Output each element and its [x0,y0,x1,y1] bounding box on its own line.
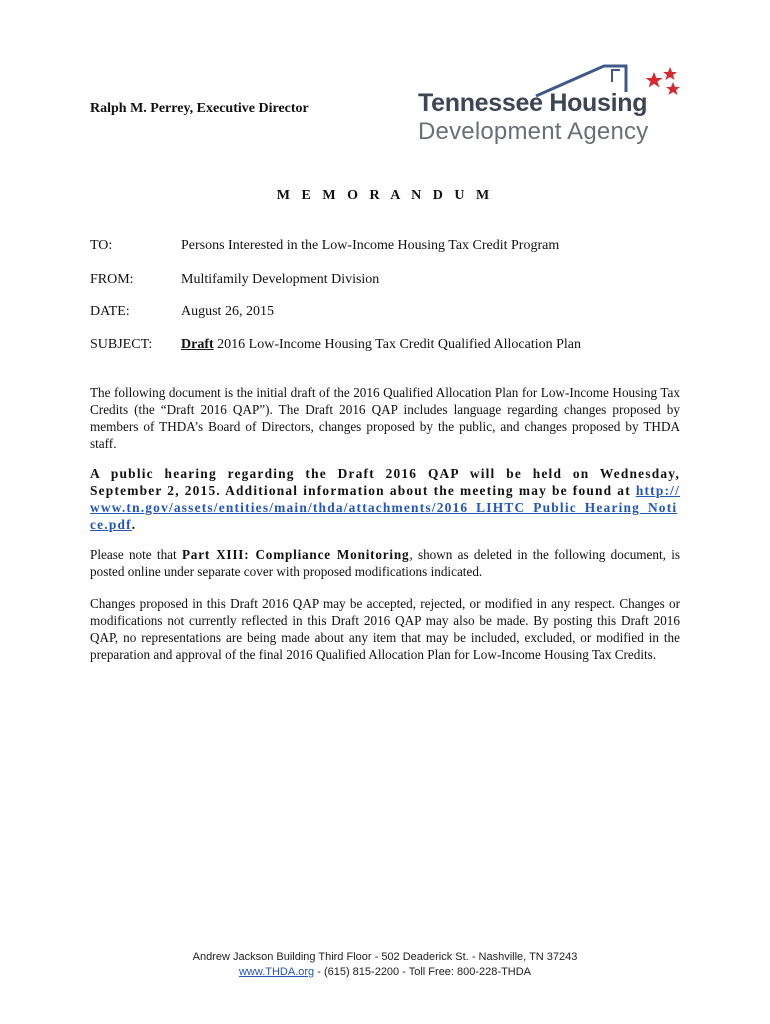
from-label: FROM: [90,272,134,287]
memo-title: M E M O R A N D U M [276,188,494,203]
to-label: TO: [90,238,113,253]
subject-label: SUBJECT: [90,337,153,352]
subject-draft-word: Draft [181,337,214,352]
thda-logo [416,62,686,152]
compliance-note-paragraph [90,546,680,580]
logo-line-2: Development Agency [418,118,649,145]
changes-paragraph: Changes proposed in this Draft 2016 QAP may be accepted, rejected, or modified in any respect. Changes or modifications not currently reflected in this Draft 2016 QAP may also be made. By posting this Draft 2016 QAP, no representations are being made about any item that may be included, excluded, or modified in the preparation and approval of the final 2016 Qualified Allocation Plan for Low-Income Housing Tax Credits. [90,596,680,662]
date-value: August 26, 2015 [181,304,274,319]
footer [0,950,770,980]
to-value: Persons Interested in the Low-Income Housing Tax Credit Program [181,238,560,253]
public-hearing-end: . [131,517,137,532]
footer-address: Andrew Jackson Building Third Floor - 502 Deaderick St. - Nashville, TN 37243 [192,951,578,963]
footer-contact: - (615) 815-2200 - Toll Free: 800-228-THDA [314,966,532,978]
compliance-note-post: , shown as deleted in the following document, is posted online under separate cover with proposed modifications indicated. [90,547,681,579]
logo-line-1: Tennessee Housing [418,89,648,117]
public-hearing-text: A public hearing regarding the Draft 2016 QAP will be held on Wednesday, September 2, 2015. Additional information about the meeting may be found at [90,466,680,498]
footer-contact-line [0,965,770,980]
from-value: Multifamily Development Division [181,272,380,287]
subject-rest: 2016 Low-Income Housing Tax Credit Qualified Allocation Plan [213,337,582,352]
executive-director-name: Ralph M. Perrey, Executive Director [90,101,309,116]
compliance-part-title: Part XIII: Compliance Monitoring [181,547,410,562]
date-label: DATE: [90,304,130,319]
intro-paragraph: The following document is the initial draft of the 2016 Qualified Allocation Plan for Low-Income Housing Tax Credits (the “Draft 2016 QAP”). The Draft 2016 QAP includes language regarding changes proposed by members of THDA’s Board of Directors, changes proposed by the public, and changes proposed by THDA staff. [90,385,680,451]
hearing-notice-link[interactable]: http://www.tn.gov/assets/entities/main/thda/attachments/2016_LIHTC_Public_Hearing_Notice.pdf [90,483,680,532]
compliance-note-pre: Please note that [90,547,182,562]
public-hearing-paragraph [90,465,680,533]
thda-website-link[interactable]: www.THDA.org [238,966,315,978]
subject-value [181,337,581,353]
